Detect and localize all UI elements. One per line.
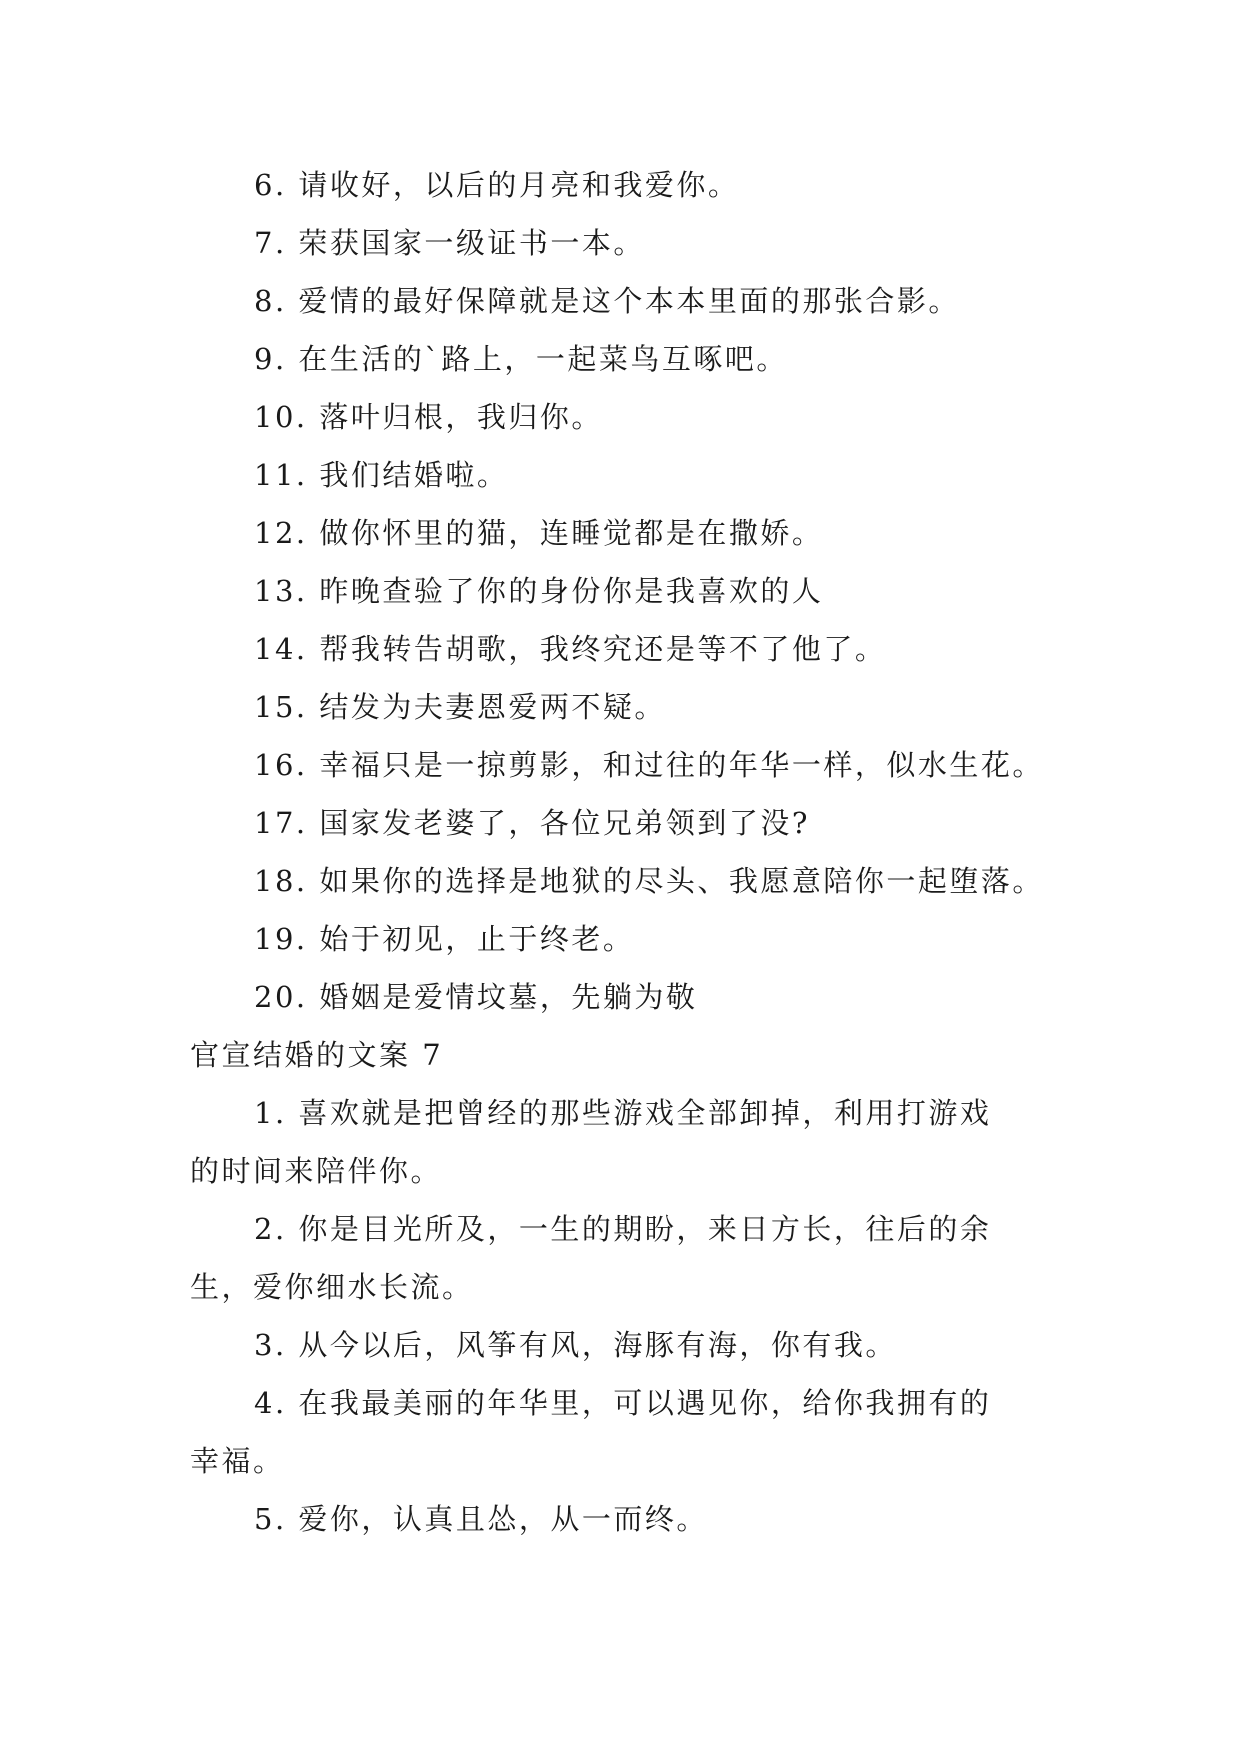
- list-item-first-line: 2. 你是目光所及，一生的期盼，来日方长，往后的余: [254, 1212, 992, 1246]
- list-item: 13. 昨晚查验了你的身份你是我喜欢的人: [254, 574, 824, 608]
- list-item: 15. 结发为夫妻恩爱两不疑。: [254, 690, 666, 724]
- list-item: 14. 帮我转告胡歌，我终究还是等不了他了。: [254, 632, 887, 666]
- list-item-continuation: 的时间来陪伴你。: [190, 1154, 443, 1188]
- list-item: 12. 做你怀里的猫，连睡觉都是在撒娇。: [254, 516, 824, 550]
- list-item: 18. 如果你的选择是地狱的尽头、我愿意陪你一起堕落。: [254, 864, 1044, 898]
- list-item-first-line: 4. 在我最美丽的年华里，可以遇见你，给你我拥有的: [254, 1386, 992, 1420]
- list-item: 9. 在生活的`路上，一起菜鸟互啄吧。: [254, 342, 788, 376]
- list-item-first-line: 3. 从今以后，风筝有风，海豚有海，你有我。: [254, 1328, 897, 1362]
- list-item-continuation: 幸福。: [190, 1444, 285, 1478]
- list-item-first-line: 5. 爱你，认真且怂，从一而终。: [254, 1502, 708, 1536]
- list-item: 7. 荣获国家一级证书一本。: [254, 226, 645, 260]
- list-item-first-line: 1. 喜欢就是把曾经的那些游戏全部卸掉，利用打游戏: [254, 1096, 992, 1130]
- section-heading: 官宣结婚的文案 7: [190, 1038, 444, 1072]
- list-item: 20. 婚姻是爱情坟墓，先躺为敬: [254, 980, 698, 1014]
- list-item: 10. 落叶归根，我归你。: [254, 400, 603, 434]
- list-item-continuation: 生，爱你细水长流。: [190, 1270, 474, 1304]
- list-item: 6. 请收好，以后的月亮和我爱你。: [254, 168, 740, 202]
- list-item: 19. 始于初见，止于终老。: [254, 922, 635, 956]
- list-item: 17. 国家发老婆了，各位兄弟领到了没?: [254, 806, 810, 840]
- list-item: 8. 爱情的最好保障就是这个本本里面的那张合影。: [254, 284, 960, 318]
- list-item: 16. 幸福只是一掠剪影，和过往的年华一样，似水生花。: [254, 748, 1044, 782]
- list-item: 11. 我们结婚啦。: [254, 458, 509, 492]
